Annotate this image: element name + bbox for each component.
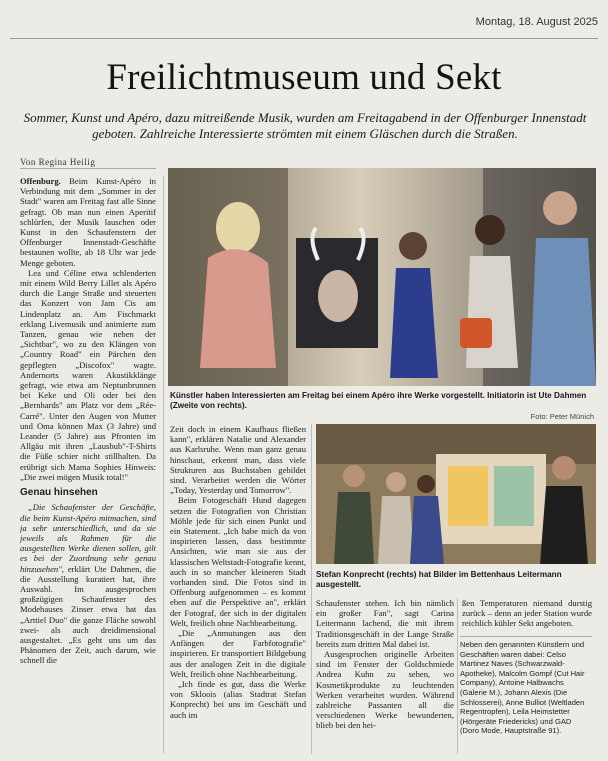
header-rule <box>10 38 598 39</box>
paragraph-text: erklärt Ute Dahmen, die die Ausstellung kuratiert hat, ihre Auswahl. Im ausgesprochen großzügigen Schaufenster des Modehauses Zinser etwa hat das „Arttiel Duo" die ganze Fläche sowohl zwei- als auch dreidimensional ausgestaltet. „Es geht uns um das Phänomen der Zeit, auch darum, wie schnell die <box>20 563 156 666</box>
subheading: Genau hinsehen <box>20 487 98 499</box>
sidebar-rule <box>460 636 592 637</box>
photo-caption-1: Künstler haben Interessierten am Freitag bei einem Apéro ihre Werke vorgestellt. Initiatorin ist Ute Dahmen (Zweite von rechts). <box>170 391 587 410</box>
photo-art-apero <box>168 168 596 386</box>
photo-bettenhaus <box>316 424 596 564</box>
paragraph: ßen Temperaturen niemand durstig zurück – denn an jeder Station wurde reichlich kühler Sekt angeboten. <box>462 598 592 629</box>
text-column-4 <box>462 598 592 629</box>
column-divider <box>311 424 312 754</box>
photo-illustration <box>168 168 596 386</box>
paragraph: Lea und Céline etwa schlenderten mit einem Wild Berry Lillet als Apéro durch die Lange Straße und steuerten das Konzert von Jam Cis am Lindenplatz an. Am Fischmarkt erklang Livemusik und animierte zum Tanzen, genau wie neben der „Sichtbar", wo zu den Klängen von „Country Road" ein Pärchen den gepflegten „Discofox" wagte. Andernorts waren Akustikklänge gefragt, wie etwa am Neptunbrunnen bei Keke und Oli oder bei den „Bernhards" am Platz vor dem „Rée-Carré". Unter den Augen von Mutter und Oma können Max (3 Jahre) und Leander (5 Jahre) aus Pfronten im Allgäu mit ihren „Lausbub"-T-Shirts die Füße schier nicht stillhalten. Da erübrigt sich Mama Sophies Hinweis: „Die zwei mögen Musik total!" <box>20 267 156 482</box>
text-column-1 <box>20 176 156 754</box>
paragraph: „Die „Anmutungen aus den Anfängen der Farbfotografie" inspirieren. Er transportiert Bildgebung aus der analogen Zeit in die digitale Welt, freilich ohne Nachbearbeitung. <box>170 628 306 679</box>
article-title: Freilichtmuseum und Sekt <box>106 57 502 98</box>
column-divider <box>163 176 164 754</box>
text-column-3 <box>316 598 454 754</box>
text-column-2 <box>170 424 306 754</box>
photo-credit: Foto: Peter Münich <box>530 412 594 421</box>
paragraph: Ausgesprochen originelle Arbeiten sind im Fenster der Goldschmiede Andrea Kuhn zu sehen, wo Kosmetikprodukte zu leuchtenden Werken verarbeitet wurden. Während zahlreiche Passanten all die verschiedenen Werke bewunderten, blieb bei den hei- <box>316 649 454 731</box>
photo-caption-2: Stefan Konprecht (rechts) hat Bilder im Bettenhaus Leitermann ausgestellt. <box>316 570 562 589</box>
quote-text: „Die Schaufenster der Geschäfte, die beim Kunst-Apéro mitmachen, sind ja sehr unterschiedlich, und da sie jeweils als Rahmen für die ausgestellten Werke dienen sollen, gilt es bei der Zuordnung sehr genau hinzusehen", <box>20 502 156 574</box>
photo-illustration <box>316 424 596 564</box>
column-divider <box>457 598 458 754</box>
dateline: Offenburg. <box>20 176 61 186</box>
participants-box: Neben den genannten Künstlern und Geschäften waren dabei: Celso Martinez Naves (Schwarzwald-Apotheke), Malcolm Gompf (Cut Hair Company), Antoine Halbwachs (Galerie M.), Johann Alexis (Die Schlosserei), Anne Bulliot (Weltladen Regentropfen), Leila Heimstetter (Hörgeräte Friedericks) und GAD (Doro Mode, Hauptstraße 91). <box>460 640 585 736</box>
byline: Von Regina Heilig <box>20 157 96 167</box>
paragraph: Beim Fotogeschäft Hund dagegen setzen die Fotografien von Christian Möhle jede für sich einen Punkt und ein Statement. „Ich habe mich da von inspirieren lassen, dass bestimmte Ansichten, wie man sie aus der klassischen Weltstadt-Fotografie kennt, auch in so mancher kleineren Stadt vorhanden sind. Die Fotos sind in Offenburg aufgenommen – es kommt eben auf die Perspektive an", erklärt der Fotograf, der sich in der digitalen Welt, freilich ohne Nachbearbeitung. <box>170 495 306 628</box>
paragraph: „Ich finde es gut, dass die Werke von Skloois (alias Stadtrat Stefan Konprecht) bei uns im Geschäft und auch im <box>170 679 306 720</box>
article-lead: Sommer, Kunst und Apéro, dazu mitreißende Musik, wurden am Freitagabend in der Offenburger Innenstadt geboten. Zahlreiche Interessierte strömten mit einem Gläschen durch die Straßen. <box>23 110 587 141</box>
paragraph <box>20 502 156 665</box>
byline-rule <box>20 168 156 169</box>
paragraph <box>20 176 156 268</box>
paragraph: Schaufenster stehen. Ich bin nämlich ein großer Fan", sagt Carina Leitermann lachend, die mit ihrem Traditionsgeschäft in der Lange Straße bereits zum dritten Mal dabei ist. <box>316 598 454 649</box>
paragraph: Zeit doch in einem Kaufhaus fließen kann", erklären Natalie und Alexander aus Karlsruhe. Wenn man ganz genau hinschaut, erkennt man, dass viele Strukturen aus Buchstaben gebildet sind. Verarbeitet werden die Wörter „Today, Yesterday und Tomorrow". <box>170 424 306 496</box>
issue-date: Montag, 18. August 2025 <box>475 16 598 28</box>
paragraph-text: Beim Kunst-Apéro in Verbindung mit dem „Sommer in der Stadt" waren am Freitag fast alle Sinne gefragt. Ob man nun einen Aperitif schlürfen, der Musik lauschen oder Kunst in den Schaufenstern der Offenburger Innenstadt-Geschäfte bestaunen wollte, ab 18 Uhr war jede Menge geboten. <box>20 176 156 268</box>
